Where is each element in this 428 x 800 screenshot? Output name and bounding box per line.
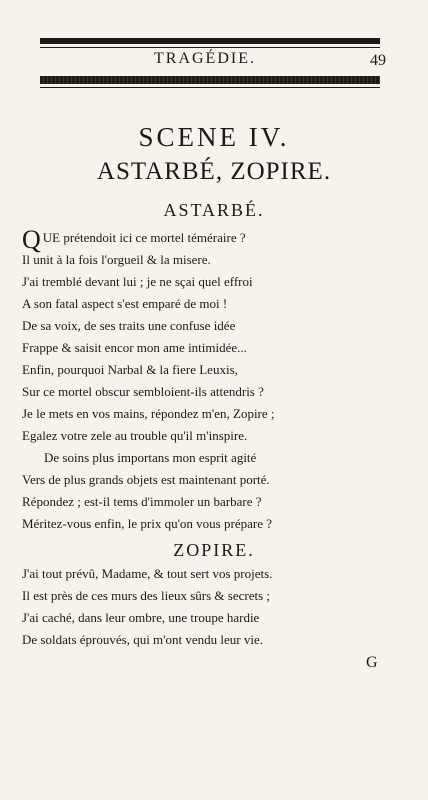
verse-line: J'ai caché, dans leur ombre, une troupe hardie — [22, 610, 260, 625]
verse-line: Egalez votre zele au trouble qu'il m'inspire. — [22, 428, 248, 443]
speaker-heading-astarbe: ASTARBÉ. — [163, 200, 265, 220]
verse-line: Sur ce mortel obscur sembloient-ils attendris ? — [22, 384, 264, 399]
page-number: 49 — [370, 52, 386, 69]
drop-cap: Q — [22, 225, 41, 254]
verse-line: J'ai tremblé devant lui ; je ne sçai quel effroi — [22, 274, 253, 289]
verse-line: Enfin, pourquoi Narbal & la fiere Leuxis, — [22, 362, 238, 377]
signature-mark: G — [366, 654, 378, 671]
verse-text: UE prétendoit ici ce mortel téméraire ? — [42, 230, 246, 245]
verse-line: Répondez ; est-il tems d'immoler un barbare ? — [22, 494, 262, 509]
verse-line — [22, 225, 402, 254]
scene-title: SCENE IV. — [138, 122, 290, 152]
running-title: TRAGÉDIE. — [154, 50, 256, 67]
verse-line: De sa voix, de ses traits une confuse idée — [22, 318, 236, 333]
top-rule — [40, 38, 380, 44]
verse-line: A son fatal aspect s'est emparé de moi ! — [22, 296, 228, 311]
verse-line: Il est près de ces murs des lieux sûrs & secrets ; — [22, 588, 271, 603]
ornamental-rule — [40, 76, 380, 84]
verse-line: Je le mets en vos mains, répondez m'en, Zopire ; — [22, 406, 275, 421]
top-rule-thin — [40, 47, 380, 48]
bottom-rule-thin — [40, 87, 380, 88]
verse-line: Vers de plus grands objets est maintenant porté. — [22, 472, 270, 487]
verse-line: Méritez-vous enfin, le prix qu'on vous prépare ? — [22, 516, 272, 531]
verse-line: Il unit à la fois l'orgueil & la misere. — [22, 252, 211, 267]
verse-line: De soins plus importans mon esprit agité — [44, 450, 257, 465]
scene-characters: ASTARBÉ, ZOPIRE. — [96, 158, 332, 185]
speaker-heading-zopire: ZOPIRE. — [173, 540, 255, 560]
running-head — [40, 38, 386, 98]
verse-line: De soldats éprouvés, qui m'ont vendu leur vie. — [22, 632, 263, 647]
verse-line: J'ai tout prévû, Madame, & tout sert vos projets. — [22, 566, 273, 581]
verse-line: Frappe & saisit encor mon ame intimidée... — [22, 340, 247, 355]
